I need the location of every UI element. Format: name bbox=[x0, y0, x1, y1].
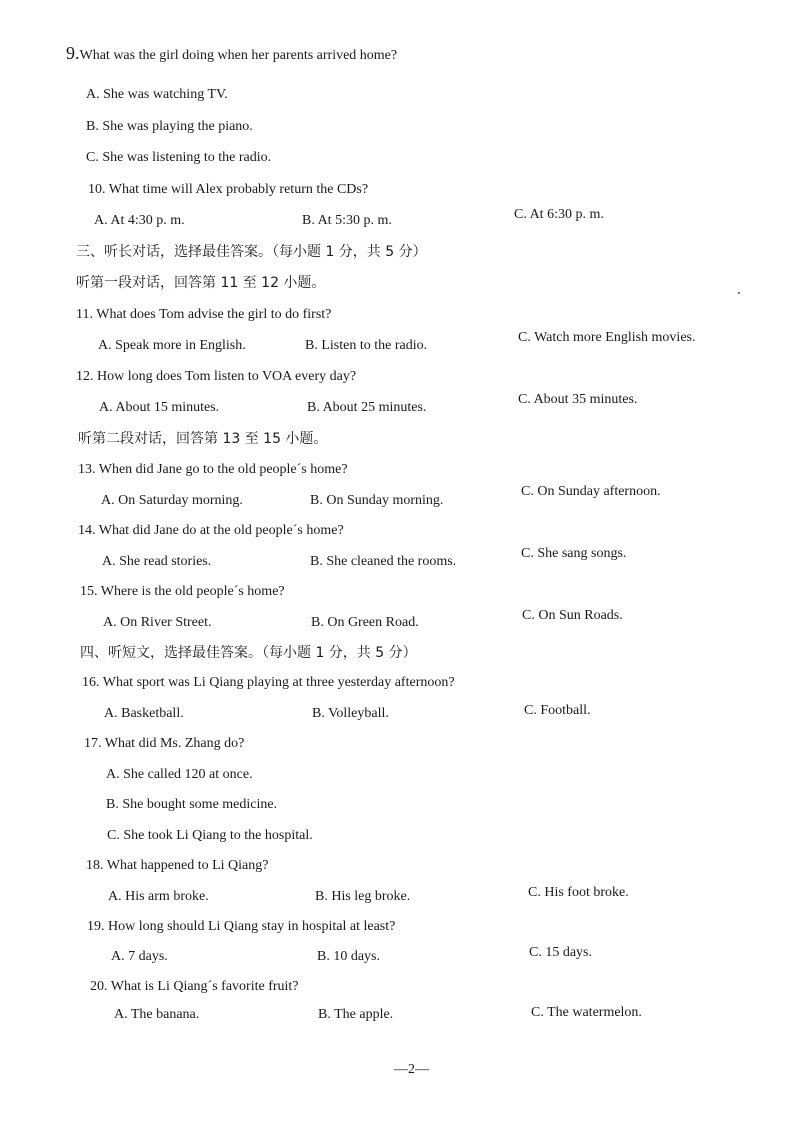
question-12: 12. How long does Tom listen to VOA every day? bbox=[76, 369, 357, 384]
option-11c: C. Watch more English movies. bbox=[518, 330, 696, 345]
question-20: 20. What is Li Qiang´s favorite fruit? bbox=[90, 979, 299, 994]
option-20b: B. The apple. bbox=[318, 1007, 394, 1022]
question-17: 17. What did Ms. Zhang do? bbox=[84, 736, 245, 751]
option-16a: A. Basketball. bbox=[104, 706, 184, 721]
question-14: 14. What did Jane do at the old people´s home? bbox=[78, 523, 344, 538]
option-12c: C. About 35 minutes. bbox=[518, 392, 638, 407]
option-9b: B. She was playing the piano. bbox=[86, 119, 253, 134]
question-number: 9. bbox=[66, 43, 80, 63]
question-15: 15. Where is the old people´s home? bbox=[80, 584, 285, 599]
option-10c: C. At 6:30 p. m. bbox=[514, 207, 604, 222]
option-13c: C. On Sunday afternoon. bbox=[521, 484, 661, 499]
option-11b: B. Listen to the radio. bbox=[305, 338, 428, 353]
question-10: 10. What time will Alex probably return the CDs? bbox=[88, 182, 369, 197]
option-17a: A. She called 120 at once. bbox=[106, 767, 253, 782]
question-stem: What was the girl doing when her parents arrived home? bbox=[79, 48, 398, 63]
dialogue-2-instruction: 听第二段对话，回答第 13 至 15 小题。 bbox=[78, 431, 328, 447]
option-13b: B. On Sunday morning. bbox=[310, 493, 444, 508]
option-9c: C. She was listening to the radio. bbox=[86, 150, 272, 165]
option-19c: C. 15 days. bbox=[529, 945, 592, 960]
option-19a: A. 7 days. bbox=[111, 949, 168, 964]
option-10b: B. At 5:30 p. m. bbox=[302, 213, 392, 228]
option-14a: A. She read stories. bbox=[102, 554, 212, 569]
option-17c: C. She took Li Qiang to the hospital. bbox=[107, 828, 313, 843]
option-20c: C. The watermelon. bbox=[531, 1005, 642, 1020]
option-18c: C. His foot broke. bbox=[528, 885, 629, 900]
scan-speck bbox=[738, 292, 740, 294]
option-18b: B. His leg broke. bbox=[315, 889, 411, 904]
question-18: 18. What happened to Li Qiang? bbox=[86, 858, 269, 873]
option-10a: A. At 4:30 p. m. bbox=[94, 213, 185, 228]
question-16: 16. What sport was Li Qiang playing at three yesterday afternoon? bbox=[82, 675, 455, 690]
question-19: 19. How long should Li Qiang stay in hospital at least? bbox=[87, 919, 396, 934]
dialogue-1-instruction: 听第一段对话，回答第 11 至 12 小题。 bbox=[76, 275, 326, 291]
question-13: 13. When did Jane go to the old people´s home? bbox=[78, 462, 348, 477]
page-number: —2— bbox=[394, 1062, 429, 1077]
option-14c: C. She sang songs. bbox=[521, 546, 627, 561]
option-9a: A. She was watching TV. bbox=[86, 87, 228, 102]
option-13a: A. On Saturday morning. bbox=[101, 493, 243, 508]
question-11: 11. What does Tom advise the girl to do first? bbox=[76, 307, 332, 322]
section-4-heading: 四、听短文，选择最佳答案。（每小题 1 分，共 5 分） bbox=[80, 645, 417, 661]
option-12a: A. About 15 minutes. bbox=[99, 400, 220, 415]
option-12b: B. About 25 minutes. bbox=[307, 400, 427, 415]
option-14b: B. She cleaned the rooms. bbox=[310, 554, 457, 569]
question-9 bbox=[66, 44, 397, 65]
option-15b: B. On Green Road. bbox=[311, 615, 419, 630]
option-11a: A. Speak more in English. bbox=[98, 338, 246, 353]
option-19b: B. 10 days. bbox=[317, 949, 380, 964]
option-15c: C. On Sun Roads. bbox=[522, 608, 623, 623]
option-18a: A. His arm broke. bbox=[108, 889, 209, 904]
section-3-heading: 三、听长对话，选择最佳答案。（每小题 1 分，共 5 分） bbox=[76, 244, 427, 260]
option-17b: B. She bought some medicine. bbox=[106, 797, 278, 812]
option-20a: A. The banana. bbox=[114, 1007, 200, 1022]
option-16b: B. Volleyball. bbox=[312, 706, 389, 721]
option-16c: C. Football. bbox=[524, 703, 591, 718]
option-15a: A. On River Street. bbox=[103, 615, 212, 630]
